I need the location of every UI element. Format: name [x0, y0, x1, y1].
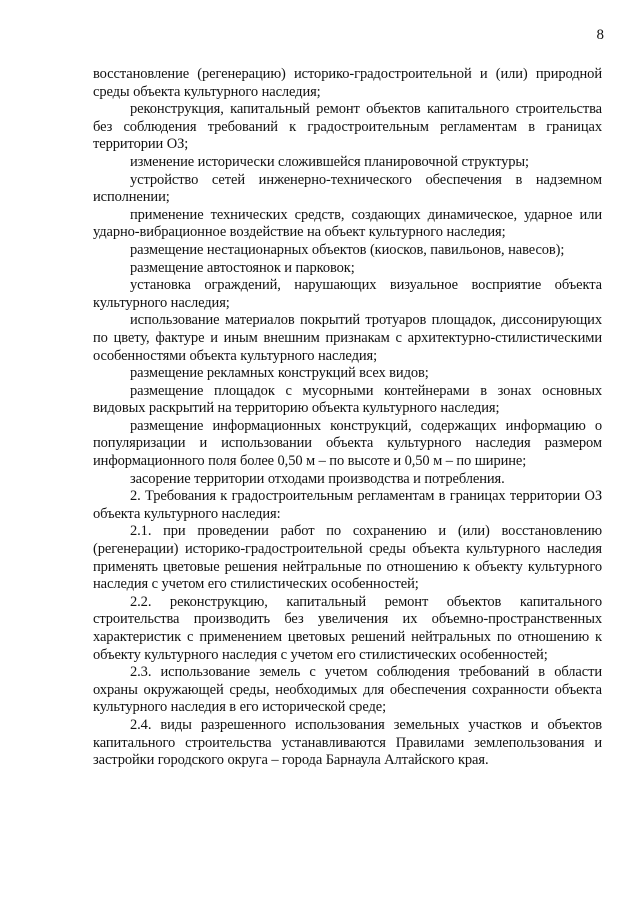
document-body [93, 66, 602, 770]
paragraph-item-2-2: 2.2. реконструкцию, капитальный ремонт объектов капитального строительства производить без увеличения их объемно-пространственных характеристик с применением цветовых решений нейтральных по отношению к объекту культурного наследия с учетом его стилистических особенностей; [93, 593, 602, 663]
paragraph-non-stationary-objects: размещение нестационарных объектов (киосков, павильонов, навесов); [130, 241, 565, 258]
paragraph-restoration-continued: восстановление (регенерацию) историко-градостроительной и (или) природной среды объекта культурного наследия; [93, 66, 602, 100]
paragraph-reconstruction: реконструкция, капитальный ремонт объектов капитального строительства без соблюдения требований к градостроительным регламентам в границах территории ОЗ; [93, 101, 602, 153]
paragraph-engineering-networks: устройство сетей инженерно-технического обеспечения в надземном исполнении; [93, 171, 602, 206]
paragraph-paving-materials: использование материалов покрытий тротуаров площадок, диссонирующих по цвету, фактуре и иным внешним признакам с архитектурно-стилистическими особенностями объекта культурного наследия; [93, 312, 602, 364]
paragraph-advertising: размещение рекламных конструкций всех видов; [130, 365, 429, 382]
paragraph-technical-means: применение технических средств, создающих динамическое, ударное или ударно-вибрационное воздействие на объект культурного наследия; [93, 206, 602, 241]
paragraph-item-2-3: 2.3. использование земель с учетом соблюдения требований в области охраны окружающей среды, необходимых для обеспечения сохранности объекта культурного наследия в его исторической среде; [93, 664, 602, 716]
paragraph-parking: размещение автостоянок и парковок; [130, 259, 355, 276]
paragraph-information-structures: размещение информационных конструкций, содержащих информацию о популяризации и использовании объекта культурного наследия размером информационного поля более 0,50 м – по высоте и 0,50 м – по ширине; [93, 417, 602, 470]
paragraph-item-2-1: 2.1. при проведении работ по сохранению и (или) восстановлению (регенерации) историко-градостроительной среды объекта культурного наследия применять цветовые решения нейтральные по отношению к объекту культурного наследия с учетом его стилистических особенностей; [93, 523, 602, 593]
paragraph-littering: засорение территории отходами производства и потребления. [130, 470, 505, 487]
page-number: 8 [596, 27, 604, 43]
paragraph-fences: установка ограждений, нарушающих визуальное восприятие объекта культурного наследия; [93, 277, 602, 311]
paragraph-planning-structure: изменение исторически сложившейся планировочной структуры; [130, 153, 529, 170]
paragraph-waste-containers: размещение площадок с мусорными контейнерами в зонах основных видовых раскрытий на территорию объекта культурного наследия; [93, 382, 602, 417]
paragraph-item-2-4: 2.4. виды разрешенного использования земельных участков и объектов капитального строительства устанавливаются Правилами землепользования и застройки городского округа – города Барнаула Алтайского края. [93, 716, 602, 769]
paragraph-section-2-heading: 2. Требования к градостроительным регламентам в границах территории ОЗ объекта культурного наследия: [93, 488, 602, 522]
